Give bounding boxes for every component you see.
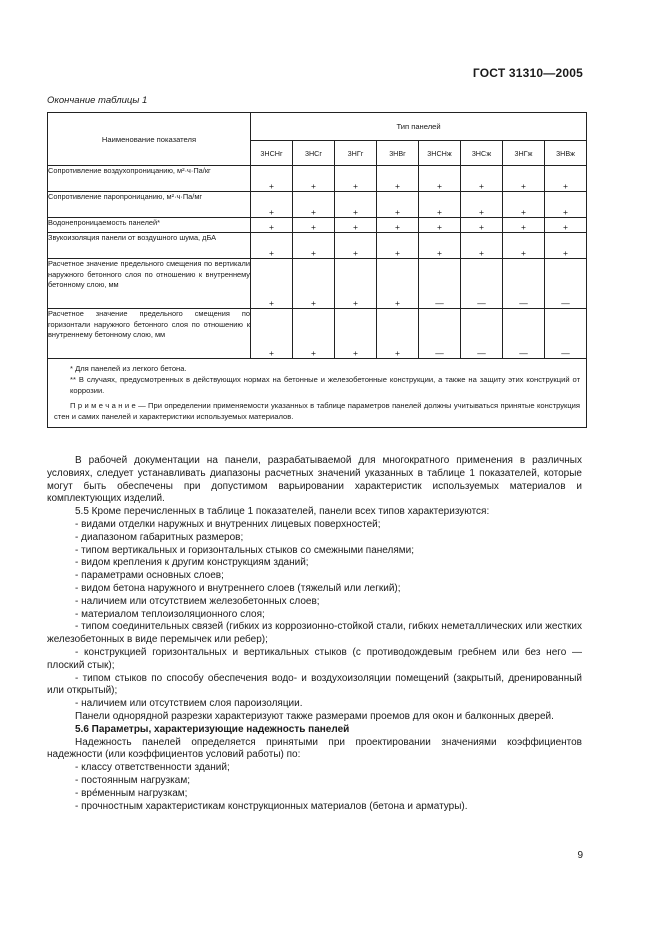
- row-name: Сопротивление воздухопроницанию, м²·ч·Па/кг: [48, 166, 251, 192]
- row-value: —: [503, 309, 545, 359]
- row-value: +: [461, 192, 503, 218]
- parameters-table: [47, 112, 587, 428]
- col-header: 3НВг: [377, 141, 419, 166]
- list-item: - диапазоном габаритных размеров;: [75, 531, 244, 543]
- list-item: - материалом теплоизоляционного слоя;: [75, 608, 265, 620]
- table-notes: [48, 359, 587, 428]
- table-row: [48, 218, 587, 233]
- row-value: +: [419, 166, 461, 192]
- table-row: [48, 309, 587, 359]
- list-item: - типом стыков по способу обеспечения водо- и воздухоизоляции помещений (закрытый, дренированный или открытый);: [47, 672, 582, 697]
- row-value: +: [293, 218, 335, 233]
- row-value: +: [503, 233, 545, 259]
- row-value: +: [377, 233, 419, 259]
- col-header: 3НСНг: [251, 141, 293, 166]
- col-header: 3НСг: [293, 141, 335, 166]
- body-text: [47, 455, 582, 813]
- row-value: +: [335, 166, 377, 192]
- document-header: ГОСТ 31310—2005: [472, 66, 583, 80]
- list-item: - видами отделки наружных и внутренних лицевых поверхностей;: [75, 518, 381, 530]
- table-notes-row: [48, 359, 587, 428]
- paragraph: Панели однорядной разрезки характеризуют также размерами проемов для окон и балконных дверей.: [75, 710, 554, 722]
- list-item: - параметрами основных слоев;: [75, 570, 224, 582]
- row-value: +: [293, 309, 335, 359]
- row-value: —: [545, 259, 587, 309]
- panel-type-header: Тип панелей: [251, 113, 587, 141]
- table-1: [47, 112, 586, 428]
- row-value: +: [251, 233, 293, 259]
- row-value: +: [251, 259, 293, 309]
- table-row: [48, 192, 587, 218]
- row-value: +: [335, 259, 377, 309]
- col-header: 3НГж: [503, 141, 545, 166]
- row-value: +: [503, 192, 545, 218]
- list-item: - видом бетона наружного и внутреннего слоев (тяжелый или легкий);: [75, 582, 401, 594]
- row-name: Расчетное значение предельного смещения по горизонтали наружного бетонного слоя по отношению к внутреннему бетонному слою, мм: [48, 309, 251, 359]
- row-value: +: [419, 192, 461, 218]
- row-value: +: [251, 192, 293, 218]
- row-value: +: [545, 166, 587, 192]
- row-value: —: [419, 309, 461, 359]
- list-item: - типом вертикальных и горизонтальных стыков со смежными панелями;: [75, 544, 415, 556]
- row-value: +: [545, 192, 587, 218]
- row-value: +: [335, 233, 377, 259]
- row-value: +: [335, 192, 377, 218]
- row-value: +: [377, 259, 419, 309]
- col-header: 3НВж: [545, 141, 587, 166]
- section-heading: 5.6 Параметры, характеризующие надежность панелей: [75, 723, 350, 735]
- row-value: +: [419, 218, 461, 233]
- paragraph: В рабочей документации на панели, разрабатываемой для многократного применения в различных условиях, следует устанавливать диапазоны расчетных значений указанных в таблице 1 показателей, которые могут быть обеспечены при допустимом варьировании характеристик используемых материалов и комплектующих изделий.: [47, 455, 582, 505]
- list-item: - наличием или отсутствием слоя пароизоляции.: [75, 698, 303, 710]
- note-double-star: ** В случаях, предусмотренных в действующих нормах на бетонные и железобетонные конструкции, а также на защиту этих конструкций от коррозии.: [70, 375, 581, 395]
- note-single-star: * Для панелей из легкого бетона.: [70, 364, 187, 373]
- row-value: +: [545, 218, 587, 233]
- col-header: 3НГг: [335, 141, 377, 166]
- row-value: —: [461, 259, 503, 309]
- list-item: - конструкцией горизонтальных и вертикальных стыков (с противодождевым гребнем или без него — плоский стык);: [47, 646, 582, 671]
- list-item: - прочностным характеристикам конструкционных материалов (бетона и арматуры).: [75, 800, 468, 812]
- row-value: +: [377, 218, 419, 233]
- table-caption: Окончание таблицы 1: [47, 95, 148, 106]
- paragraph: Надежность панелей определяется принятыми при проектировании значениями коэффициентов надежности (или коэффициентов условий работы) по:: [47, 736, 582, 761]
- table-row: [48, 259, 587, 309]
- row-value: —: [545, 309, 587, 359]
- row-value: +: [293, 166, 335, 192]
- list-item: - вре́менным нагрузкам;: [75, 787, 188, 799]
- table-row: [48, 166, 587, 192]
- row-value: —: [419, 259, 461, 309]
- row-value: +: [377, 309, 419, 359]
- row-name: Водонепроницаемость панелей*: [48, 218, 251, 233]
- list-item: - наличием или отсутствием железобетонных слоев;: [75, 595, 320, 607]
- row-value: +: [461, 218, 503, 233]
- list-item: - классу ответственности зданий;: [75, 762, 230, 774]
- row-value: +: [251, 218, 293, 233]
- row-value: +: [251, 166, 293, 192]
- list-item: - постоянным нагрузкам;: [75, 774, 190, 786]
- row-value: +: [461, 233, 503, 259]
- row-value: +: [503, 218, 545, 233]
- row-value: +: [293, 192, 335, 218]
- list-item: - видом крепления к другим конструкциям зданий;: [75, 557, 309, 569]
- row-name: Звукоизоляция панели от воздушного шума, дБА: [48, 233, 251, 259]
- row-name: Расчетное значение предельного смещения по вертикали наружного бетонного слоя по отношению к внутреннему бетонному слою, мм: [48, 259, 251, 309]
- row-value: +: [461, 166, 503, 192]
- table-row: [48, 233, 587, 259]
- paragraph: 5.5 Кроме перечисленных в таблице 1 показателей, панели всех типов характеризуются:: [75, 506, 490, 518]
- row-value: +: [293, 233, 335, 259]
- name-column-header: Наименование показателя: [48, 113, 251, 166]
- row-value: +: [503, 166, 545, 192]
- row-value: +: [335, 309, 377, 359]
- row-value: +: [377, 192, 419, 218]
- row-value: —: [503, 259, 545, 309]
- row-value: +: [293, 259, 335, 309]
- row-value: +: [251, 309, 293, 359]
- list-item: - типом соединительных связей (гибких из коррозионно-стойкой стали, гибких неметаллических или жестких железобетонных в виде перемычек или ребер);: [47, 621, 582, 646]
- row-value: +: [377, 166, 419, 192]
- row-value: +: [335, 218, 377, 233]
- page-number: 9: [577, 850, 583, 861]
- row-name: Сопротивление паропроницанию, м²·ч·Па/мг: [48, 192, 251, 218]
- row-value: +: [545, 233, 587, 259]
- col-header: 3НСНж: [419, 141, 461, 166]
- note-general: П р и м е ч а н и е — При определении применяемости указанных в таблице параметров панелей должны учитываться принятые конструкция стен и самих панелей и характеристики используемых материалов.: [54, 401, 581, 421]
- row-value: —: [461, 309, 503, 359]
- row-value: +: [419, 233, 461, 259]
- col-header: 3НСж: [461, 141, 503, 166]
